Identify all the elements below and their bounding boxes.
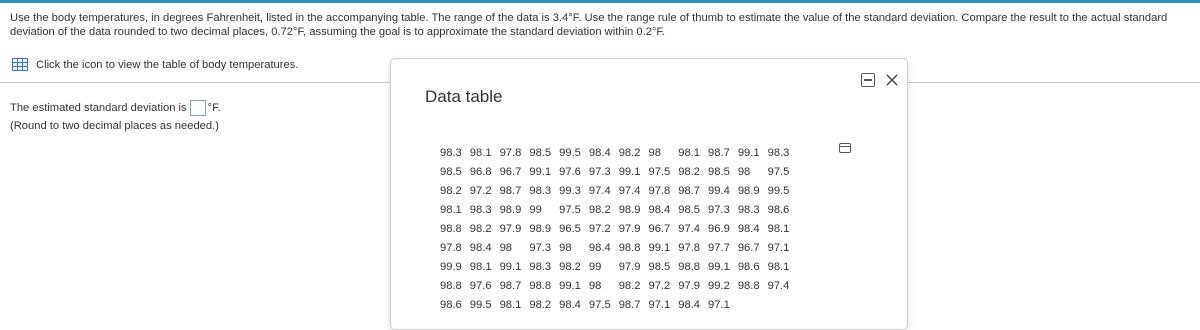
table-cell: 97.5: [588, 298, 611, 311]
table-cell: 99.5: [559, 146, 581, 159]
table-cell: 97.5: [559, 203, 581, 216]
table-row: [440, 276, 797, 295]
table-cell: 98.8: [440, 279, 462, 292]
table-cell: 97.6: [559, 165, 581, 178]
table-cell: 96.8: [469, 165, 492, 178]
table-cell: 98.4: [648, 203, 671, 216]
table-cell: 97.4: [618, 184, 641, 197]
minimize-icon: [864, 79, 872, 81]
table-cell: 97.2: [648, 279, 671, 292]
table-cell: 98: [648, 146, 661, 159]
table-cell: 98.1: [767, 222, 790, 235]
table-cell: 97.4: [588, 184, 611, 197]
table-cell: 98.3: [529, 260, 552, 273]
table-cell: 97.8: [648, 184, 671, 197]
table-cell: 98.2: [618, 279, 641, 292]
table-cell: 98.7: [678, 184, 701, 197]
data-area: [440, 143, 797, 314]
table-cell: 98.2: [559, 260, 581, 273]
table-cell: 98: [588, 279, 602, 292]
table-cell: 98.3: [440, 146, 462, 159]
table-cell: 99.2: [708, 279, 730, 292]
table-cell: 97.9: [618, 260, 641, 273]
view-table-link-label[interactable]: Click the icon to view the table of body temperatures.: [36, 58, 299, 71]
table-cell: 98.3: [529, 184, 552, 197]
table-cell: 99.1: [499, 260, 522, 273]
table-row: [440, 257, 797, 276]
table-row: [440, 219, 797, 238]
table-cell: 98.5: [529, 146, 552, 159]
table-cell: 98.8: [440, 222, 462, 235]
table-cell: 97.6: [469, 279, 492, 292]
table-cell: 98.7: [499, 279, 522, 292]
table-cell: 98: [559, 241, 572, 254]
table-cell: 98.6: [737, 260, 760, 273]
table-cell: 98.5: [678, 203, 701, 216]
table-cell: 97.9: [618, 222, 641, 235]
table-cell: 97.4: [767, 279, 790, 292]
table-cell: 98.4: [737, 222, 760, 235]
top-accent-bar: [0, 0, 1200, 3]
table-cell: 98.6: [767, 203, 790, 216]
table-cell: 98.2: [469, 222, 492, 235]
table-cell: 97.2: [588, 222, 611, 235]
table-cell: 99: [588, 260, 602, 273]
table-cell: 97.8: [440, 241, 462, 254]
table-cell: 98.9: [499, 203, 522, 216]
table-cell: 97.3: [708, 203, 730, 216]
table-cell: 99.5: [767, 184, 790, 197]
table-cell: 97.8: [499, 146, 522, 159]
table-cell: 97.5: [648, 165, 671, 178]
table-cell: 98.9: [737, 184, 760, 197]
table-cell: 98.2: [529, 298, 552, 311]
view-table-link[interactable]: [12, 58, 298, 71]
table-cell: 98.7: [499, 184, 522, 197]
table-cell: 98: [737, 165, 751, 178]
table-cell: 96.7: [737, 241, 760, 254]
table-row: [440, 238, 797, 257]
table-cell: 98.5: [708, 165, 730, 178]
table-cell: 97.5: [767, 165, 790, 178]
table-cell: 98.8: [737, 279, 760, 292]
table-cell: 99.3: [559, 184, 581, 197]
table-cell: 97.2: [469, 184, 492, 197]
table-cell: 97.1: [648, 298, 671, 311]
table-cell: 97.3: [529, 241, 552, 254]
table-cell: 98.9: [529, 222, 552, 235]
table-cell: 98.4: [469, 241, 492, 254]
table-cell: 98: [499, 241, 513, 254]
table-cell: 98.9: [618, 203, 641, 216]
table-cell: 96.9: [708, 222, 730, 235]
table-cell: 98.1: [767, 260, 790, 273]
table-cell: 98.8: [678, 260, 701, 273]
question-text: Use the body temperatures, in degrees Fahrenheit, listed in the accompanying table. The range of the data is 3.4°F. Use the range rule of thumb to estimate the value of the standard deviation. Compare the result to the actual standard deviation of the data rounded to two decimal places, 0.72°F, assuming the goal is to approximate the standard deviation within 0.2°F.: [10, 12, 1168, 38]
table-cell: 97.9: [678, 279, 701, 292]
table-cell: 98.8: [529, 279, 552, 292]
table-cell: 98.2: [440, 184, 462, 197]
close-icon[interactable]: [885, 73, 899, 87]
table-cell: 98.1: [499, 298, 522, 311]
dialog-title: Data table: [425, 87, 503, 106]
table-cell: 96.7: [499, 165, 522, 178]
table-cell: 98.2: [588, 203, 611, 216]
table-cell: 98.5: [440, 165, 462, 178]
table-cell: 98.4: [588, 241, 611, 254]
table-cell: 98.1: [440, 203, 462, 216]
table-cell: 98.4: [678, 298, 701, 311]
table-cell: 98.1: [678, 146, 701, 159]
table-row: [440, 181, 797, 200]
table-row: [440, 162, 797, 181]
table-cell: 99.4: [708, 184, 730, 197]
table-cell: 98.7: [618, 298, 641, 311]
answer-line: [10, 100, 221, 116]
table-cell: 98.3: [469, 203, 492, 216]
minimize-button[interactable]: [861, 73, 875, 87]
table-cell: 99: [529, 203, 542, 216]
table-cell: 99.1: [648, 241, 671, 254]
table-row: [440, 200, 797, 219]
table-cell: 99.1: [559, 279, 581, 292]
table-cell: 97.9: [499, 222, 522, 235]
table-row: [440, 295, 797, 314]
table-cell: 97.1: [708, 298, 730, 311]
table-cell: 97.4: [678, 222, 701, 235]
table-cell: 98.1: [469, 146, 492, 159]
table-cell: 96.7: [648, 222, 671, 235]
table-cell: 97.7: [708, 241, 730, 254]
answer-prefix: The estimated standard deviation is: [10, 102, 187, 114]
table-cell: 98.8: [618, 241, 641, 254]
table-cell: 99.1: [737, 146, 760, 159]
table-cell: 98.4: [588, 146, 611, 159]
data-table-dialog: [390, 58, 908, 330]
table-cell: 99.1: [708, 260, 730, 273]
rounding-note: (Round to two decimal places as needed.): [10, 120, 219, 132]
table-cell: 98.2: [678, 165, 701, 178]
table-cell: 98.2: [618, 146, 641, 159]
copy-data-icon[interactable]: [839, 143, 851, 153]
answer-unit: °F.: [207, 102, 221, 114]
table-cell: 97.1: [767, 241, 790, 254]
divider-right: [906, 82, 1200, 83]
table-cell: 98.6: [440, 298, 462, 311]
temperature-table: [440, 143, 797, 314]
table-cell: 98.5: [648, 260, 671, 273]
table-cell: 98.3: [767, 146, 790, 159]
table-cell: 97.8: [678, 241, 701, 254]
divider: [0, 82, 390, 83]
table-cell: 99.1: [529, 165, 552, 178]
std-dev-answer-input[interactable]: [190, 100, 206, 116]
table-cell: 98.3: [737, 203, 760, 216]
table-cell: 96.5: [559, 222, 581, 235]
table-cell: 99.1: [618, 165, 641, 178]
table-cell: 99.9: [440, 260, 462, 273]
table-cell: 98.7: [708, 146, 730, 159]
table-cell: 97.3: [588, 165, 611, 178]
table-icon[interactable]: [12, 58, 28, 71]
table-cell: 99.5: [469, 298, 492, 311]
table-row: [440, 143, 797, 162]
table-cell: 98.1: [469, 260, 492, 273]
table-cell: 98.4: [559, 298, 581, 311]
